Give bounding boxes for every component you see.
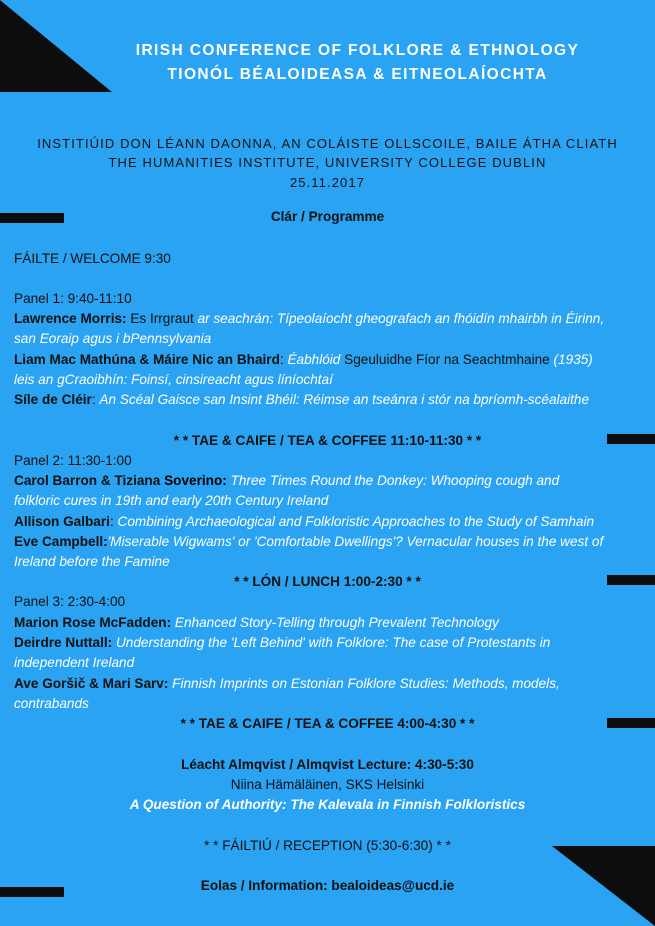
talk-title: Combining Archaeological and Folkloristic Approaches to the Study of Samhain — [117, 514, 595, 529]
talk-title: (1935) — [553, 352, 593, 367]
speaker-name: Soverino: — [164, 473, 227, 488]
talk-title: Understanding the 'Left Behind' with Folklore: The case of Protestants in — [112, 635, 551, 650]
talk-title: Enhanced Story-Telling through Prevalent Technology — [171, 615, 499, 630]
speaker-name: Síle de Cléir — [14, 392, 92, 407]
information-line: Eolas / Information: bealoideas@ucd.ie — [200, 878, 455, 893]
speaker-name: Liam Mac Mathúna & Máire Nic an Bhaird — [14, 352, 280, 367]
talk-title: leis an gCraoibhín: Foinsí, cinsireacht agus líníochtaí — [14, 372, 333, 387]
speaker-name: Allison Galbari — [14, 514, 110, 529]
panel3-talk3-cont — [14, 694, 647, 714]
talk-title-plain: Es Irrgraut — [126, 311, 198, 326]
lecture-speaker: Niina Hämäläinen, SKS Helsinki — [230, 777, 425, 792]
talk-title-plain: Sgeuluidhe Fíor na Seachtmhaine — [340, 352, 554, 367]
talk-title: contrabands — [14, 696, 89, 711]
talk-title: Éabhlóid — [287, 352, 341, 367]
panel2-talk1-cont — [14, 491, 647, 511]
panel1-heading: Panel 1: 9:40-11:10 — [14, 291, 132, 306]
panel2-talk1 — [14, 471, 647, 491]
panel3-heading: Panel 3: 2:30-4:00 — [14, 594, 126, 609]
talk-title: folkloric cures in 19th and early 20th Century Ireland — [14, 493, 329, 508]
institute-ga: INSTITIÚID DON LÉANN DAONNA, AN COLÁISTE OLLSCOILE, BAILE ÁTHA CLIATH — [37, 136, 618, 151]
lecture-title: A Question of Authority: The Kalevala in Finnish Folkloristics — [129, 797, 526, 812]
separator: : — [91, 392, 100, 407]
panel2-heading: Panel 2: 11:30-1:00 — [14, 453, 132, 468]
speaker-name: Marion Rose McFadden: — [14, 615, 172, 630]
speaker-name: Ave Goršič & Mari Sarv: — [14, 676, 169, 691]
speaker-name: Lawrence Morris: — [14, 311, 127, 326]
separator: : — [109, 514, 118, 529]
panel3-talk1 — [14, 613, 647, 633]
panel3-talk2 — [14, 633, 647, 653]
panel3-talk3 — [14, 674, 647, 694]
panel1-talk2-cont — [14, 370, 647, 390]
talk-title: san Eoraip agus i bPennsylvania — [14, 331, 212, 346]
panel1-talk3 — [14, 390, 647, 410]
talk-title: ar seachrán: Típeolaíocht gheografach an fhóidín mhairbh in Éirinn, — [197, 311, 605, 326]
programme-heading: Clár / Programme — [270, 209, 385, 224]
talk-title: Three Times Round the Donkey: Whooping cough and — [226, 473, 560, 488]
panel2-talk2 — [14, 512, 647, 532]
panel1-talk2 — [14, 350, 647, 370]
reception-line: * * FÁILTIÚ / RECEPTION (5:30-6:30) * * — [204, 838, 451, 853]
talk-title: independent Ireland — [14, 655, 135, 670]
separator: : — [279, 352, 288, 367]
panel3-talk2-cont — [14, 653, 647, 673]
institute-en: THE HUMANITIES INSTITUTE, UNIVERSITY COLLEGE DUBLIN — [108, 155, 547, 170]
lunch-break: * * LÓN / LUNCH 1:00-2:30 * * — [234, 574, 421, 589]
panel2-talk3-cont — [14, 552, 647, 572]
talk-title: An Scéal Gaisce san Insint Bhéil: Réimse an tseánra i stór na bpríomh-scéalaithe — [99, 392, 590, 407]
speaker-name: Carol Barron & Tiziana — [14, 473, 165, 488]
conference-title-ga: TIONÓL BÉALOIDEASA & EITNEOLAÍOCHTA — [167, 66, 548, 83]
panel2-talk3 — [14, 532, 647, 552]
coffee-break-2: * * TAE & CAIFE / TEA & COFFEE 4:00-4:30 * * — [180, 716, 475, 731]
talk-title: 'Miserable Wigwams' or 'Comfortable Dwellings'? Vernacular houses in the west of — [107, 534, 604, 549]
speaker-name: Deirdre Nuttall: — [14, 635, 113, 650]
speaker-name: Eve Campbell: — [14, 534, 108, 549]
talk-title: Finnish Imprints on Estonian Folklore Studies: Methods, models, — [168, 676, 560, 691]
conference-date: 25.11.2017 — [289, 175, 366, 190]
panel1-talk1 — [14, 309, 647, 329]
lecture-heading: Léacht Almqvist / Almqvist Lecture: 4:30-5:30 — [181, 757, 474, 772]
coffee-break-1: * * TAE & CAIFE / TEA & COFFEE 11:10-11:30 * * — [173, 433, 482, 448]
talk-title: Ireland before the Famine — [14, 554, 170, 569]
conference-title-en: IRISH CONFERENCE OF FOLKLORE & ETHNOLOGY — [135, 42, 580, 59]
panel1-talk1-cont — [14, 329, 647, 349]
welcome-line: FÁILTE / WELCOME 9:30 — [14, 251, 171, 266]
